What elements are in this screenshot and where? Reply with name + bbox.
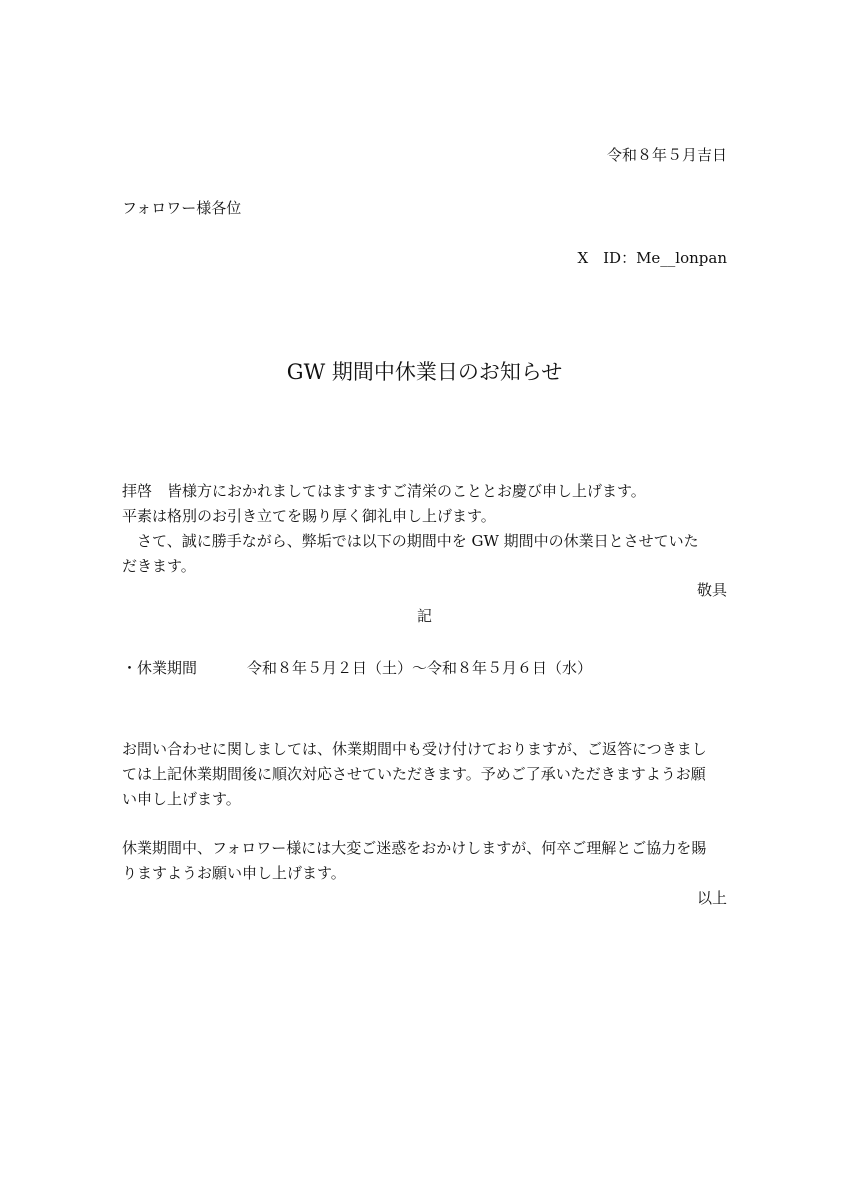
apology-line-1: 休業期間中、フォロワー様には大変ご迷惑をおかけしますが、何卒ご理解とご協力を賜 [122, 839, 707, 857]
ki-heading: 記 [416, 607, 432, 625]
greeting-line-1: 拝啓 皆様方におかれましてはますますご清栄のこととお慶び申し上げます。 [122, 482, 646, 500]
inquiry-line-1: お問い合わせに関しましては、休業期間中も受け付けておりますが、ご返答につきまし [122, 740, 707, 758]
closing-ijou: 以上 [696, 889, 727, 907]
holiday-period: 令和８年５月２日（土）〜令和８年５月６日（水） [247, 659, 593, 677]
greeting-line-3: さて、誠に勝手ながら、弊垢では以下の期間中を GW 期間中の休業日とさせていた [122, 532, 699, 550]
greeting-line-4: だきます。 [122, 557, 196, 575]
holiday-label: ・休業期間 [122, 659, 198, 677]
recipient-line: フォロワー様各位 [122, 199, 242, 217]
greeting-line-2: 平素は格別のお引き立てを賜り厚く御礼申し上げます。 [122, 507, 496, 525]
document-date: 令和８年５月吉日 [606, 146, 727, 164]
document-title: GW 期間中休業日のお知らせ [286, 360, 563, 384]
sender-id: X ID：Me__lonpan [577, 249, 727, 267]
inquiry-line-3: い申し上げます。 [122, 790, 241, 808]
closing-keigu: 敬具 [696, 581, 727, 599]
inquiry-line-2: ては上記休業期間後に順次対応させていただきます。予めご了承いただきますようお願 [122, 765, 706, 783]
apology-line-2: りますようお願い申し上げます。 [122, 864, 346, 882]
